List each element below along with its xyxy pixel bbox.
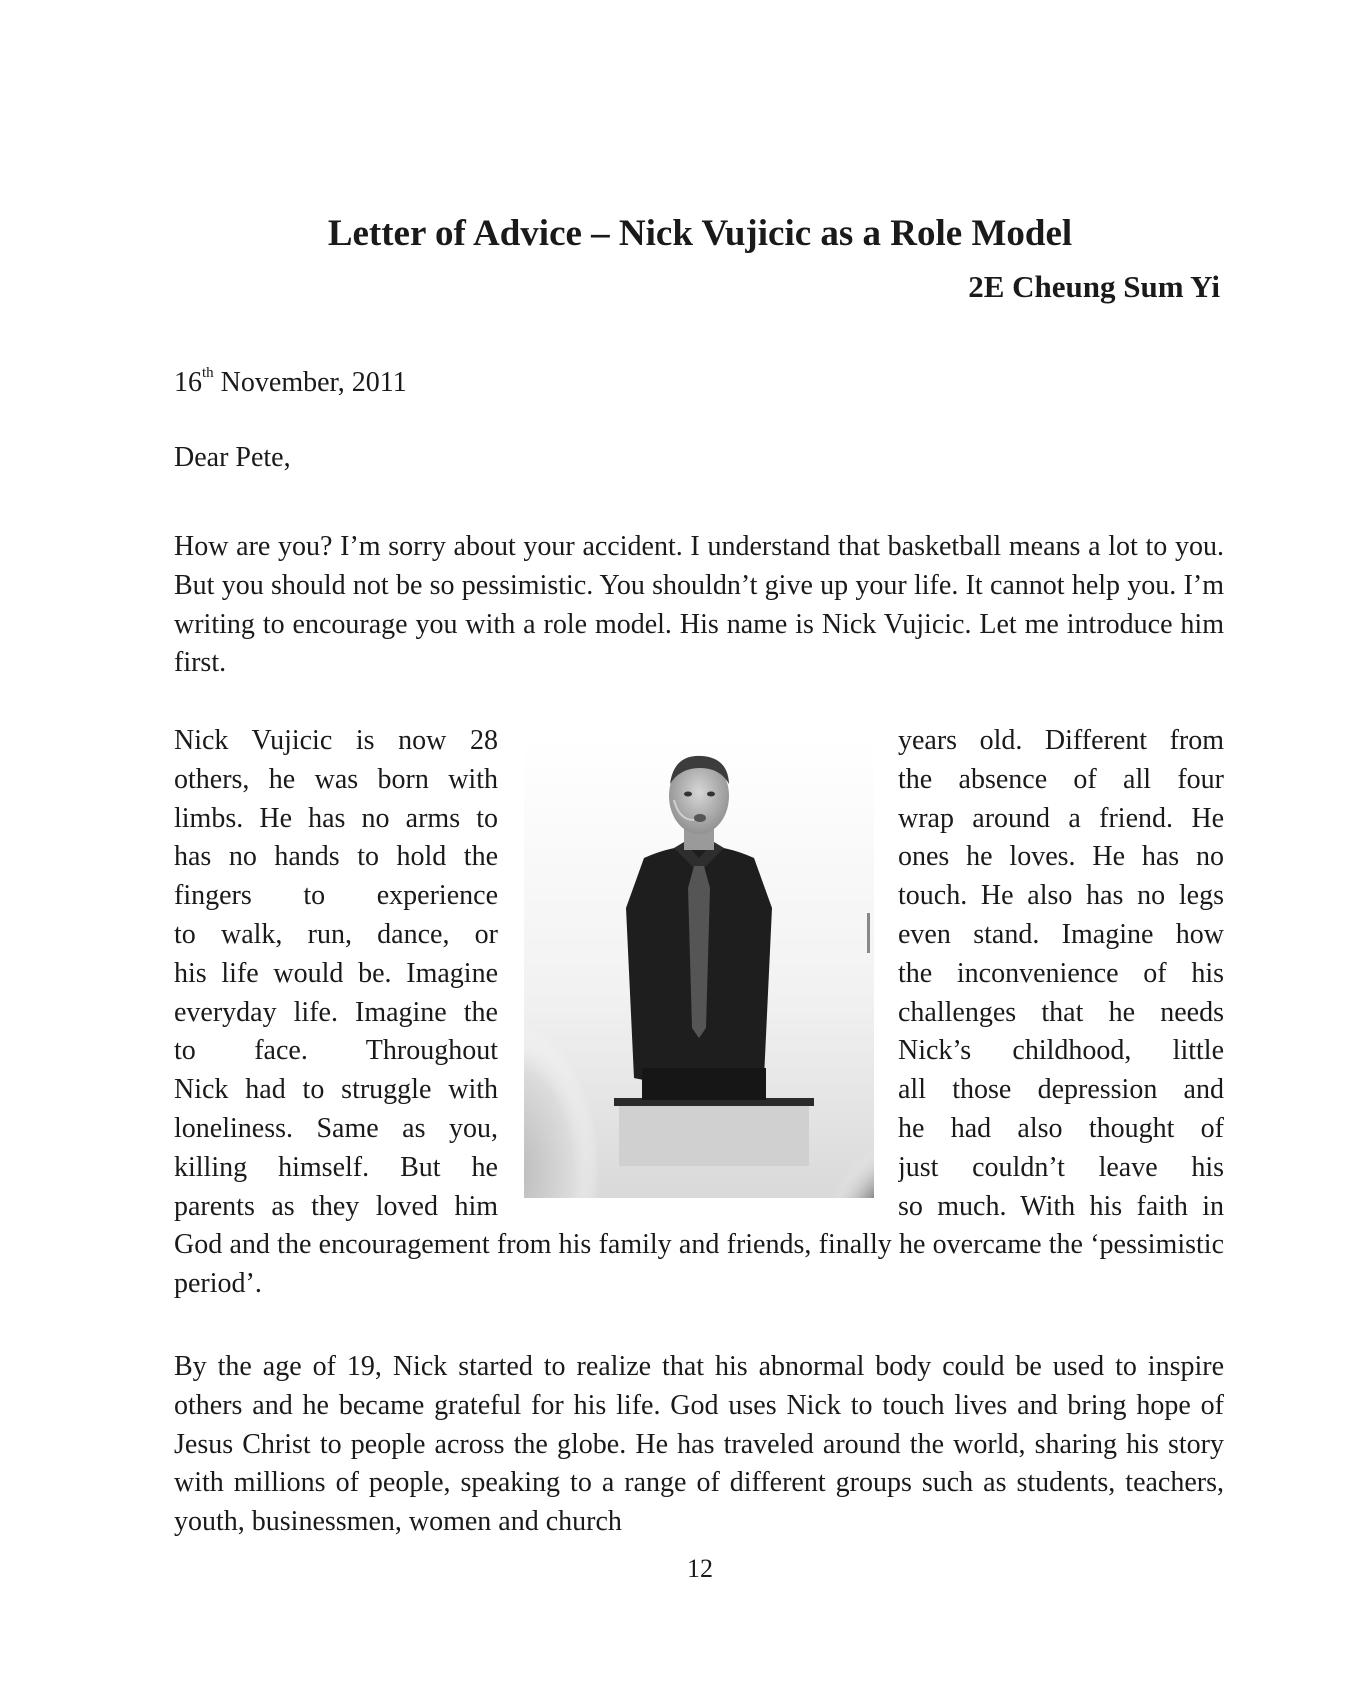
- nick-vujicic-photo: [524, 738, 874, 1198]
- letter-title: Letter of Advice – Nick Vujicic as a Role Model: [327, 213, 1073, 254]
- text-line: his life would be. Imagine: [174, 957, 498, 989]
- date-suffix: th: [202, 365, 214, 381]
- text-line: just couldn’t leave his: [898, 1151, 1224, 1183]
- text-line: to walk, run, dance, or: [174, 918, 498, 950]
- text-line: others, he was born with: [174, 763, 498, 795]
- author-name: 2E Cheung Sum Yi: [968, 269, 1220, 304]
- text-line: Nick’s childhood, little: [898, 1035, 1224, 1067]
- text-line: limbs. He has no arms to: [174, 802, 498, 834]
- paragraph-1: How are you? I’m sorry about your accident. I understand that basketball means a lot to you. But you should not be so pessimistic. You shouldn’t give up your life. It cannot help you. I’m writing to encourage you with a role model. His name is Nick Vujicic. Let me introduce him first.: [174, 531, 1224, 679]
- text-line: touch. He also has no legs: [898, 880, 1224, 912]
- text-line: loneliness. Same as you,: [174, 1112, 498, 1144]
- page-number: 12: [687, 1554, 713, 1583]
- text-line: Nick Vujicic is now 28: [174, 725, 498, 756]
- text-line: years old. Different from: [898, 725, 1224, 756]
- text-line: wrap around a friend. He: [898, 802, 1224, 834]
- text-line: all those depression and: [898, 1074, 1224, 1106]
- text-line: so much. With his faith in: [898, 1190, 1224, 1222]
- text-line: the inconvenience of his: [898, 957, 1224, 989]
- text-line: ones he loves. He has no: [898, 841, 1224, 873]
- date-rest: November, 2011: [213, 367, 407, 398]
- text-line: he had also thought of: [898, 1112, 1224, 1144]
- letter-date: [174, 365, 407, 401]
- text-line: even stand. Imagine how: [898, 918, 1224, 950]
- text-line: has no hands to hold the: [174, 841, 498, 873]
- text-line: killing himself. But he: [174, 1151, 498, 1183]
- paragraph-3: By the age of 19, Nick started to realize that his abnormal body could be used to inspire others and he became grateful for his life. God uses Nick to touch lives and bring hope of Jesus Christ to people across the globe. He has traveled around the world, sharing his story with millions of people, speaking to a range of different groups such as students, teachers, youth, businessmen, women and church: [174, 1351, 1224, 1538]
- wrapped-text-left-column: [174, 722, 498, 1226]
- text-line: Nick had to struggle with: [174, 1074, 498, 1106]
- text-line: to face. Throughout: [174, 1035, 498, 1067]
- text-line: everyday life. Imagine the: [174, 996, 498, 1028]
- text-line: fingers to experience: [174, 880, 498, 912]
- text-line: challenges that he needs: [898, 996, 1224, 1028]
- text-line: parents as they loved him: [174, 1190, 498, 1222]
- date-day: 16: [174, 367, 202, 398]
- text-line: the absence of all four: [898, 763, 1224, 795]
- salutation: Dear Pete,: [174, 442, 291, 473]
- paragraph-2-continuation: God and the encouragement from his family and friends, finally he overcame the ‘pessimistic period’.: [174, 1229, 1224, 1299]
- wrapped-text-right-column: [898, 722, 1224, 1226]
